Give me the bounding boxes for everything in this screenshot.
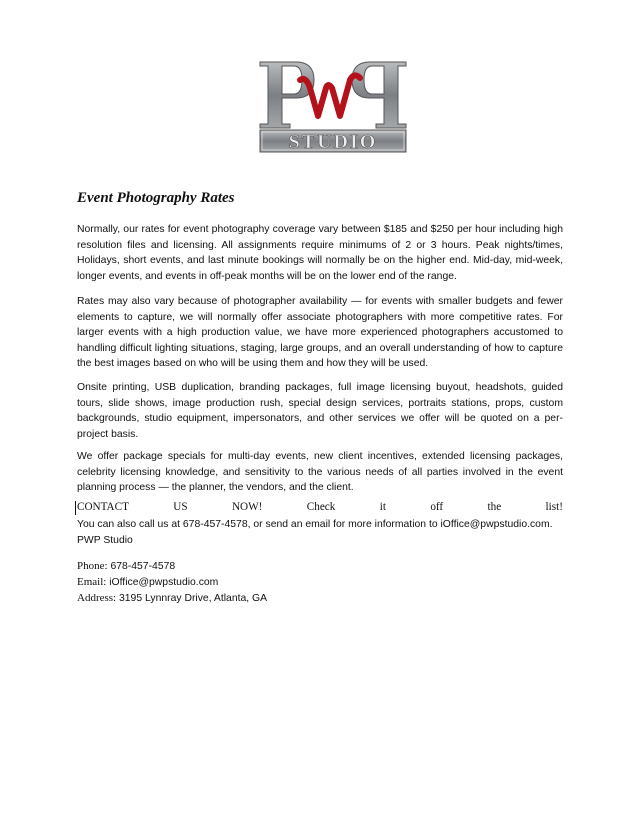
phone-line [77, 560, 175, 572]
contact-word: CONTACT [77, 501, 129, 513]
email-line [77, 576, 218, 588]
phone-label: Phone: [77, 560, 108, 572]
contact-word: list! [545, 501, 563, 513]
email-label: Email: [77, 576, 107, 588]
page-title: Event Photography Rates [77, 190, 235, 206]
paragraph-rates: Normally, our rates for event photography coverage vary between $185 and $250 per hour including high resolution files and licensing. All assignments require minimums of 2 or 3 hours. Peak nights/times, Holidays, short events, and last minute bookings will normally be on the higher end. Mid-day, mid-week, longer events, and events in off-peak months will be on the lower end of the range. [77, 224, 563, 282]
contact-word: Check [306, 501, 336, 513]
text-cursor [75, 501, 76, 515]
paragraph-packages: We offer package specials for multi-day events, new client incentives, extended licensing packages, celebrity licensing knowledge, and sensitivity to the various needs of all parties involved in the event planning process — the planner, the vendors, and the client. [77, 451, 563, 494]
pwp-studio-logo [256, 58, 410, 156]
call-info: You can also call us at 678-457-4578, or send an email for more information to iOffice@pwpstudio.com. [77, 519, 553, 530]
email-value: iOffice@pwpstudio.com [106, 577, 219, 588]
contact-word: the [487, 501, 502, 513]
paragraph-availability: Rates may also vary because of photographer availability — for events with smaller budgets and fewer elements to capture, we will normally offer associate photographers with more competitive rates. For larger events with a high production value, we have more experienced photographers accustomed to handling difficult lighting situations, staging, large groups, and an overall understanding of how to capture the best images based on who will be using them and how they will be used. [77, 296, 563, 370]
phone-value: 678-457-4578 [107, 561, 176, 572]
contact-word: US [173, 501, 188, 513]
address-line [77, 592, 267, 604]
logo-studio-text: STUDIO [288, 131, 378, 153]
contact-word: it [379, 501, 386, 513]
studio-name: PWP Studio [77, 535, 133, 546]
address-value: 3195 Lynnray Drive, Atlanta, GA [116, 593, 268, 604]
address-label: Address: [77, 592, 117, 604]
contact-us-line [77, 501, 563, 513]
contact-word: off [430, 501, 444, 513]
paragraph-services: Onsite printing, USB duplication, branding packages, full image licensing buyout, headshots, guided tours, slide shows, image production rush, special design services, portraits stations, props, custom backgrounds, studio equipment, impersonators, and other services we offer will be quoted on a per-project basis. [77, 382, 563, 440]
contact-word: NOW! [231, 501, 263, 513]
